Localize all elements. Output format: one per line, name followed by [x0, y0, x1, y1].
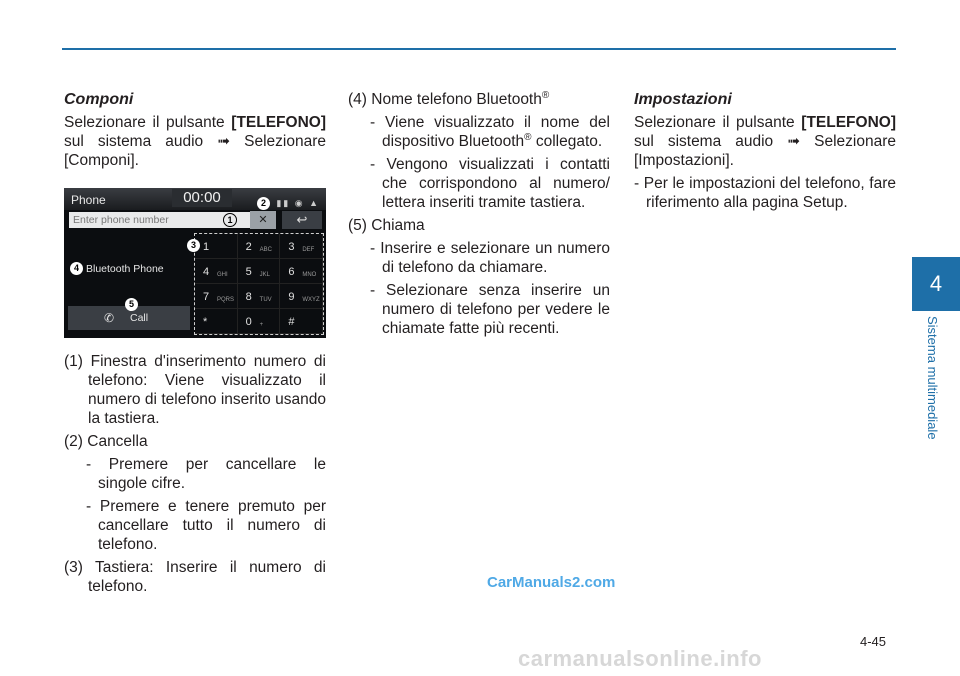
key-digit: 8 — [245, 291, 252, 303]
registered-mark: ® — [524, 131, 532, 143]
key-8[interactable] — [238, 284, 281, 309]
item-4-sub-1 — [348, 113, 610, 151]
key-4[interactable] — [195, 259, 238, 284]
page-number: 4-45 — [860, 634, 887, 649]
screen-clock: 00:00 — [172, 189, 232, 207]
item-5-sub-2: - Selezionare senza inserire un numero di telefono per vedere le chiamate fatte più recenti. — [370, 282, 610, 337]
item-1: (1) Finestra d'inserimento numero di telefono: Viene visualizzato il numero di telefono inserito usando la tastiera. — [64, 353, 326, 427]
key-3[interactable] — [280, 234, 323, 259]
callout-marker-2: 2 — [257, 197, 270, 210]
key-digit: * — [203, 316, 208, 328]
callout-marker-5: 5 — [125, 298, 138, 311]
intro-text: Selezionare il pulsante — [64, 114, 232, 131]
intro-text: Selezionare il pulsante — [634, 114, 802, 131]
key-digit: # — [288, 316, 295, 328]
key-digit: 5 — [245, 266, 252, 278]
key-letters: WXYZ — [302, 297, 320, 303]
back-button[interactable] — [282, 211, 322, 229]
chapter-tab: 4 — [912, 257, 960, 311]
key-digit: 4 — [203, 266, 210, 278]
item-3: (3) Tastiera: Inserire il numero di telefono. — [64, 559, 326, 595]
callout-marker-1: 1 — [223, 213, 237, 227]
key-6[interactable] — [280, 259, 323, 284]
middle-column — [348, 90, 610, 342]
key-letters: TUV — [259, 297, 272, 303]
key-letters: MNO — [302, 272, 317, 278]
callout-marker-3: 3 — [187, 239, 200, 252]
key-letters: JKL — [259, 272, 270, 278]
right-column — [634, 90, 896, 216]
chapter-label — [922, 316, 942, 456]
key-letters: ABC — [259, 247, 272, 253]
top-rule — [62, 48, 896, 50]
key-1[interactable] — [195, 234, 238, 259]
phone-screen-image — [64, 188, 326, 338]
impostazioni-sub: - Per le impostazioni del telefono, fare riferimento alla pagina Setup. — [634, 175, 896, 211]
item-5: (5) Chiama — [348, 217, 425, 234]
componi-intro — [64, 113, 326, 170]
telefono-button-label: [TELEFONO] — [231, 114, 326, 131]
telefono-button-label: [TELEFONO] — [801, 114, 896, 131]
item-4-sub-1-text: - Viene visualizzato il nome del dispositivo Bluetooth — [370, 114, 610, 150]
delete-button[interactable] — [250, 211, 276, 229]
callout-marker-4: 4 — [70, 262, 83, 275]
item-4-sub-2: - Vengono visualizzati i contatti che corrispondono al numero/ lettera inseriti tramite tastiera. — [370, 156, 610, 211]
item-4 — [348, 90, 610, 109]
call-label: Call — [130, 312, 149, 324]
key-letters: DEF — [302, 247, 315, 253]
item-2-sub-2: - Premere e tenere premuto per cancellare tutto il numero di telefono. — [86, 498, 326, 553]
key-digit: 6 — [288, 266, 295, 278]
left-column — [64, 90, 326, 600]
key-digit: 9 — [288, 291, 295, 303]
phone-number-input[interactable]: Enter phone number — [69, 212, 253, 228]
key-digit: 7 — [203, 291, 210, 303]
key-digit: 3 — [288, 241, 295, 253]
keypad — [194, 233, 324, 335]
key-5[interactable] — [238, 259, 281, 284]
registered-mark: ® — [541, 89, 550, 101]
key-star[interactable] — [195, 309, 238, 334]
key-9[interactable] — [280, 284, 323, 309]
key-2[interactable] — [238, 234, 281, 259]
screen-title: Phone — [71, 193, 106, 207]
impostazioni-intro — [634, 113, 896, 170]
item-2: (2) Cancella — [64, 433, 148, 450]
item-5-sub-1: - Inserire e selezionare un numero di telefono da chiamare. — [370, 240, 610, 276]
key-hash[interactable] — [280, 309, 323, 334]
delete-icon: ✕ — [258, 214, 268, 226]
key-letters: + — [259, 322, 264, 328]
key-digit: 2 — [245, 241, 252, 253]
chapter-label-text: Sistema multimediale — [925, 316, 940, 440]
key-digit: 1 — [203, 241, 210, 253]
key-0[interactable] — [238, 309, 281, 334]
back-icon: ↩ — [296, 212, 308, 227]
item-4-sub-1-end: collegato. — [531, 133, 603, 150]
item-2-sub-1: - Premere per cancellare le singole cifre. — [86, 456, 326, 492]
bluetooth-phone-name: Bluetooth Phone — [86, 263, 164, 275]
key-letters: GHI — [217, 272, 228, 278]
watermark-bottom[interactable]: carmanualsonline.info — [518, 646, 762, 671]
section-heading-impostazioni: Impostazioni — [634, 91, 732, 108]
section-heading-componi: Componi — [64, 91, 134, 108]
watermark-top[interactable]: CarManuals2.com — [487, 574, 616, 591]
item-4-text: (4) Nome telefono Bluetooth — [348, 91, 542, 108]
key-7[interactable] — [195, 284, 238, 309]
key-letters: PQRS — [217, 297, 235, 303]
intro-text-end: sul sistema audio ➟ Selezionare [Impostazioni]. — [634, 133, 896, 169]
key-digit: 0 — [245, 316, 252, 328]
status-icons: ▮▮ ◉ ▲ — [276, 198, 320, 208]
intro-text-end: sul sistema audio ➟ Selezionare [Componi]. — [64, 133, 326, 169]
phone-icon: ✆ — [104, 311, 115, 325]
